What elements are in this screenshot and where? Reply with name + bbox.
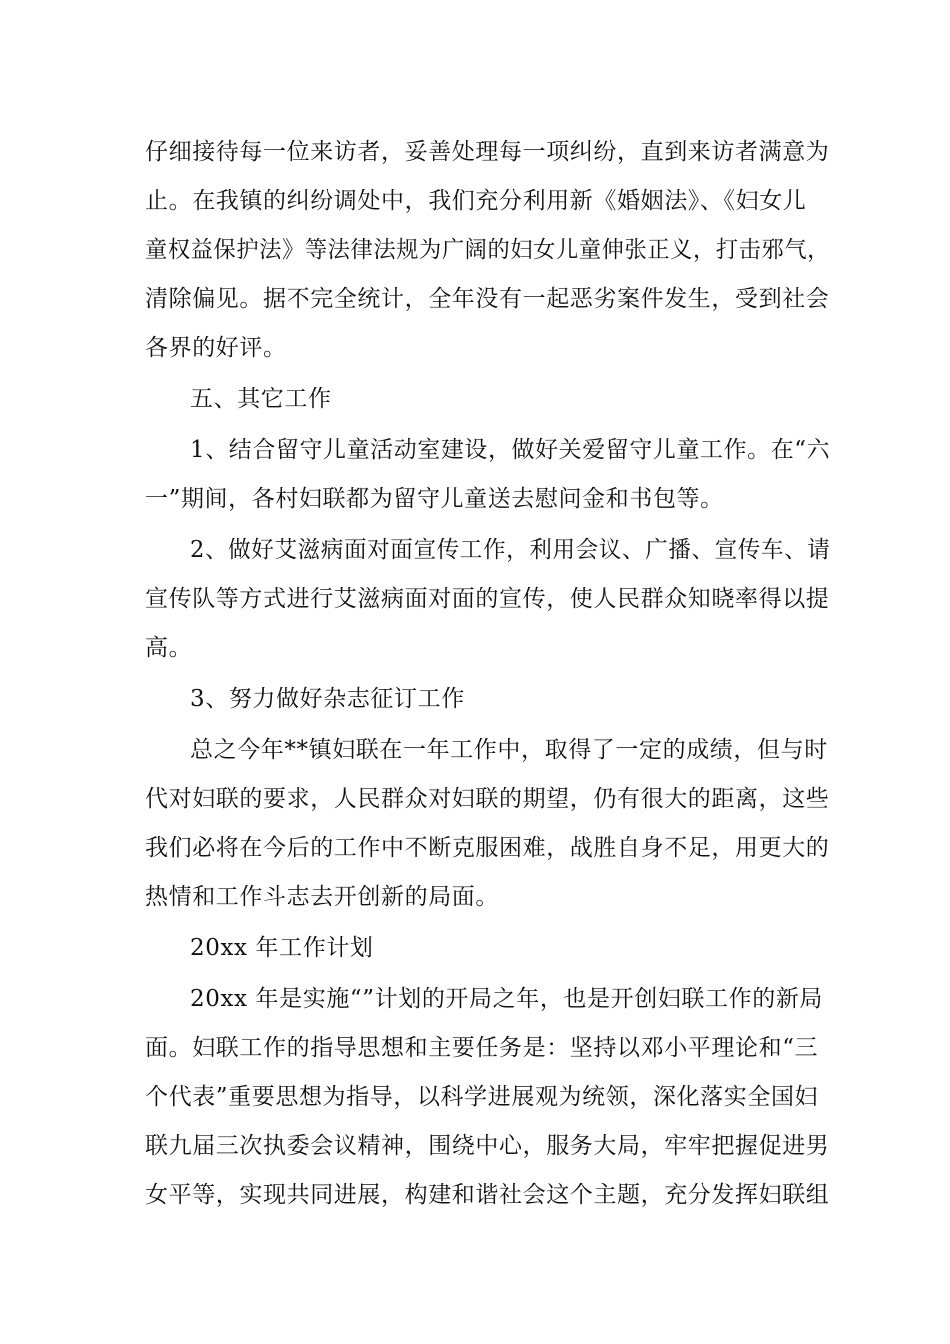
section-heading: 五、其它工作 bbox=[190, 386, 332, 412]
paragraph-line: 20xx 年是实施“”计划的开局之年，也是开创妇联工作的新局 bbox=[190, 986, 824, 1012]
list-item-line: 1、结合留守儿童活动室建设，做好关爱留守儿童工作。在“六 bbox=[190, 437, 831, 463]
paragraph-line: 总之今年**镇妇联在一年工作中，取得了一定的成绩，但与时 bbox=[190, 737, 828, 763]
paragraph-line: 我们必将在今后的工作中不断克服困难，战胜自身不足，用更大的 bbox=[145, 835, 830, 861]
list-item-line: 宣传队等方式进行艾滋病面对面的宣传，使人民群众知晓率得以提 bbox=[145, 586, 830, 612]
paragraph-line: 个代表”重要思想为指导，以科学进展观为统领，深化落实全国妇 bbox=[145, 1084, 819, 1110]
paragraph-line: 热情和工作斗志去开创新的局面。 bbox=[145, 884, 499, 910]
paragraph-line: 止。在我镇的纠纷调处中，我们充分利用新《婚姻法》、《妇女儿 bbox=[145, 188, 807, 214]
list-item-line: 一”期间，各村妇联都为留守儿童送去慰问金和书包等。 bbox=[145, 486, 724, 512]
section-heading: 20xx 年工作计划 bbox=[190, 935, 374, 961]
paragraph-line: 各界的好评。 bbox=[145, 335, 287, 361]
paragraph-line: 女平等，实现共同进展，构建和谐社会这个主题，充分发挥妇联组 bbox=[145, 1182, 830, 1208]
paragraph-line: 仔细接待每一位来访者，妥善处理每一项纠纷，直到来访者满意为 bbox=[145, 139, 830, 165]
paragraph-line: 童权益保护法》等法律法规为广阔的妇女儿童伸张正义，打击邪气， bbox=[145, 237, 830, 263]
paragraph-line: 面。妇联工作的指导思想和主要任务是：坚持以邓小平理论和“三 bbox=[145, 1035, 819, 1061]
paragraph-line: 清除偏见。据不完全统计，全年没有一起恶劣案件发生，受到社会 bbox=[145, 286, 830, 312]
paragraph-line: 联九届三次执委会议精神，围绕中心，服务大局，牢牢把握促进男 bbox=[145, 1133, 830, 1159]
list-item-line: 高。 bbox=[145, 635, 193, 661]
paragraph-line: 代对妇联的要求，人民群众对妇联的期望，仍有很大的距离，这些 bbox=[145, 786, 830, 812]
list-item-line: 3、努力做好杂志征订工作 bbox=[190, 686, 465, 712]
list-item-line: 2、做好艾滋病面对面宣传工作，利用会议、广播、宣传车、请 bbox=[190, 537, 831, 563]
